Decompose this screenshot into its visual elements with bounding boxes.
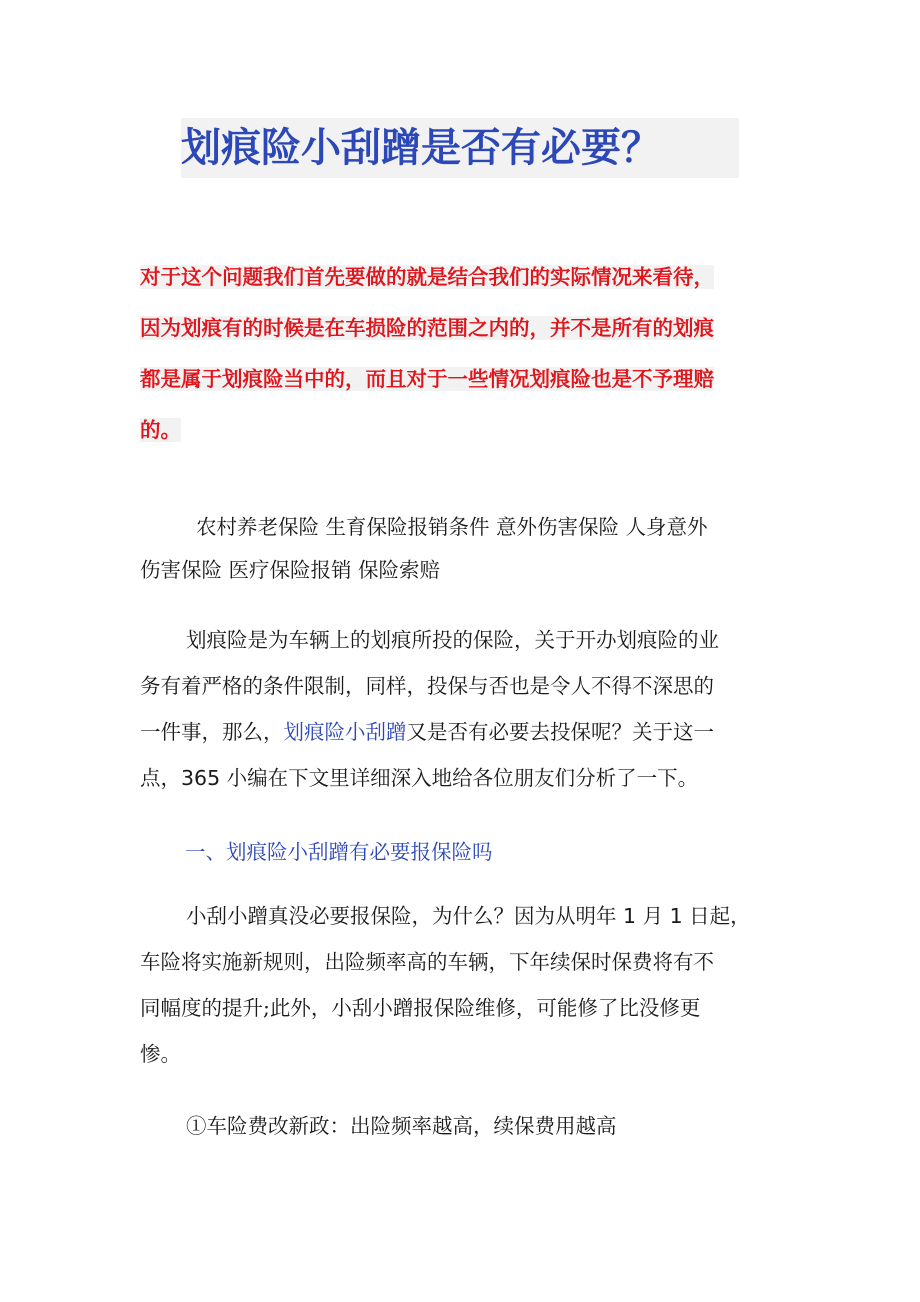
intro-line: 的。 [140, 418, 181, 442]
intro-line: 都是属于划痕险当中的，而且对于一些情况划痕险也是不予理赔 [140, 367, 714, 391]
intro-line: 因为划痕有的时候是在车损险的范围之内的，并不是所有的划痕 [140, 316, 714, 340]
point-text: ①车险费改新政：出险频率越高，续保费用越高 [186, 1114, 617, 1138]
intro-line: 对于这个问题我们首先要做的就是结合我们的实际情况来看待， [140, 265, 714, 289]
page-title: 划痕险小刮蹭是否有必要？ [181, 125, 661, 171]
paragraph-line: 点，365 小编在下文里详细深入地给各位朋友们分析了一下。 [140, 766, 699, 790]
title-highlight [181, 118, 739, 178]
paragraph-line: 务有着严格的条件限制，同样，投保与否也是令人不得不深思的 [140, 674, 714, 698]
keyword-list [140, 506, 790, 592]
paragraph-line: 同幅度的提升;此外，小刮小蹭报保险维修，可能修了比没修更 [140, 996, 701, 1020]
paragraph-line: 小刮小蹭真没必要报保险，为什么？因为从明年 1 月 1 日起， [186, 904, 751, 928]
keyword-line: 农村养老保险 生育保险报销条件 意外伤害保险 人身意外 [196, 515, 708, 539]
point-item [186, 1103, 836, 1149]
paragraph-line: 划痕险是为车辆上的划痕所投的保险，关于开办划痕险的业 [186, 628, 719, 652]
paragraph-explanation [140, 893, 790, 1077]
article-link[interactable]: 划痕险小刮蹭 [283, 720, 407, 744]
keyword-line: 伤害保险 医疗保险报销 保险索赔 [140, 558, 441, 582]
intro-paragraph [140, 252, 785, 456]
paragraph-line: 车险将实施新规则，出险频率高的车辆，下年续保时保费将有不 [140, 950, 714, 974]
paragraph-line: 惨。 [140, 1042, 181, 1066]
paragraph-line: 一件事，那么，划痕险小刮蹭又是否有必要去投保呢？关于这一 [140, 720, 714, 744]
section-heading: 一、划痕险小刮蹭有必要报保险吗 [185, 840, 493, 864]
paragraph-intro [140, 617, 790, 801]
